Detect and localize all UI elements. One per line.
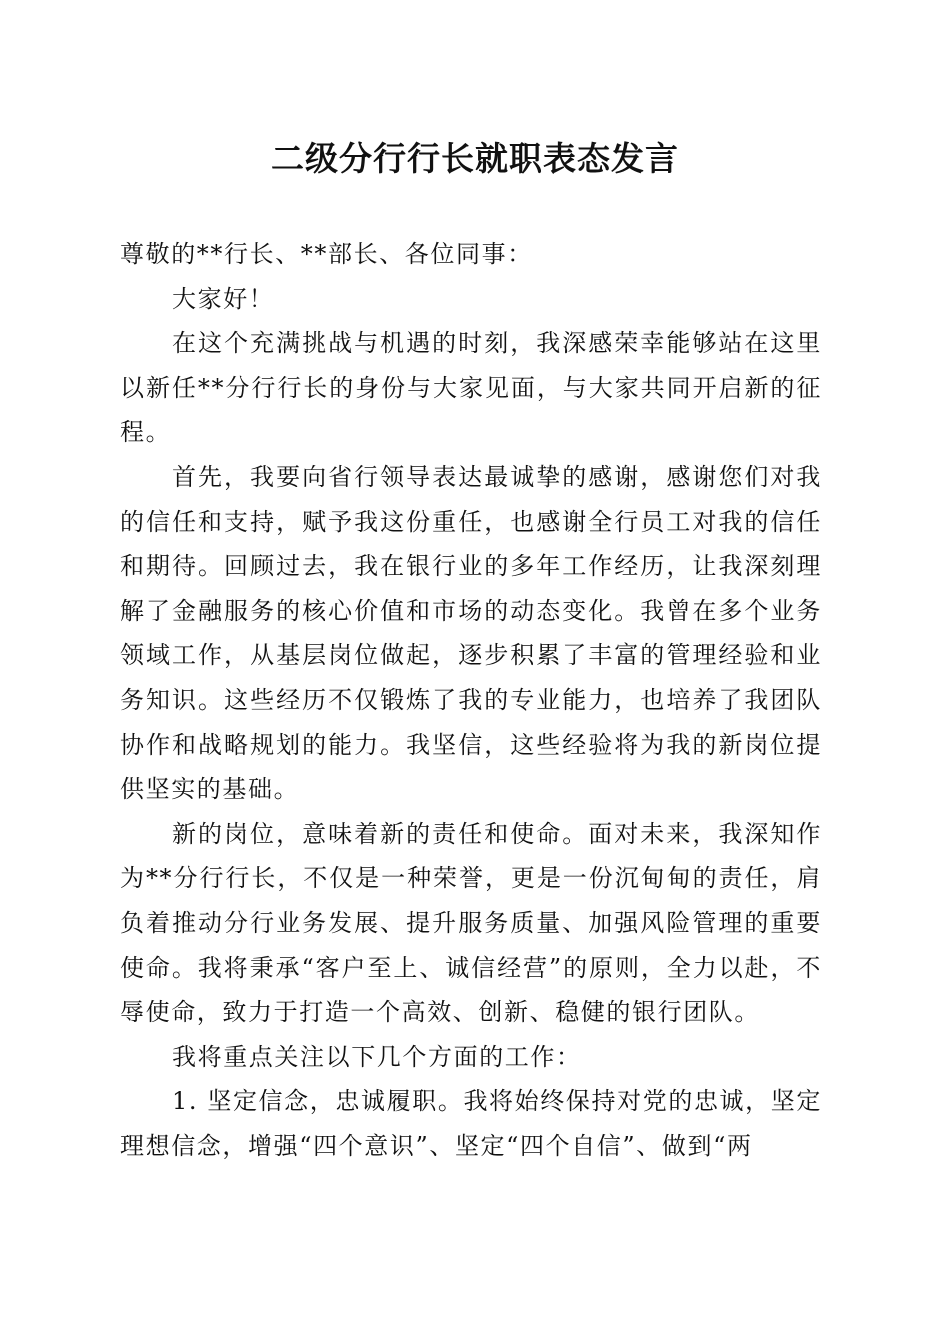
paragraph-opening: 在这个充满挑战与机遇的时刻，我深感荣幸能够站在这里以新任**分行行长的身份与大家见面，与大家共同开启新的征程。 — [120, 329, 822, 447]
salutation: 尊敬的**行长、**部长、各位同事： — [120, 240, 533, 268]
paragraph-point-1: 1. 坚定信念，忠诚履职。我将始终保持对党的忠诚，坚定理想信念，增强“四个意识”、坚定“四个自信”、做到“两 — [120, 1087, 822, 1160]
paragraph-focus-intro: 我将重点关注以下几个方面的工作： — [172, 1042, 582, 1071]
paragraph-responsibility: 新的岗位，意味着新的责任和使命。面对未来，我深知作为**分行行长，不仅是一种荣誉，更是一份沉甸甸的责任，肩负着推动分行业务发展、提升服务质量、加强风险管理的重要使命。我将秉承“客户至上、诚信经营”的原则，全力以赴，不辱使命，致力于打造一个高效、创新、稳健的银行团队。 — [120, 819, 822, 1027]
paragraph-gratitude: 首先，我要向省行领导表达最诚挚的感谢，感谢您们对我的信任和支持，赋予我这份重任，也感谢全行员工对我的信任和期待。回顾过去，我在银行业的多年工作经历，让我深刻理解了金融服务的核心价值和市场的动态变化。我曾在多个业务领域工作，从基层岗位做起，逐步积累了丰富的管理经验和业务知识。这些经历不仅锻炼了我的专业能力，也培养了我团队协作和战略规划的能力。我坚信，这些经验将为我的新岗位提供坚实的基础。 — [120, 462, 822, 804]
paragraph-greeting: 大家好！ — [172, 284, 275, 313]
document-body — [120, 232, 822, 1168]
document-title: 二级分行行长就职表态发言 — [271, 139, 679, 178]
